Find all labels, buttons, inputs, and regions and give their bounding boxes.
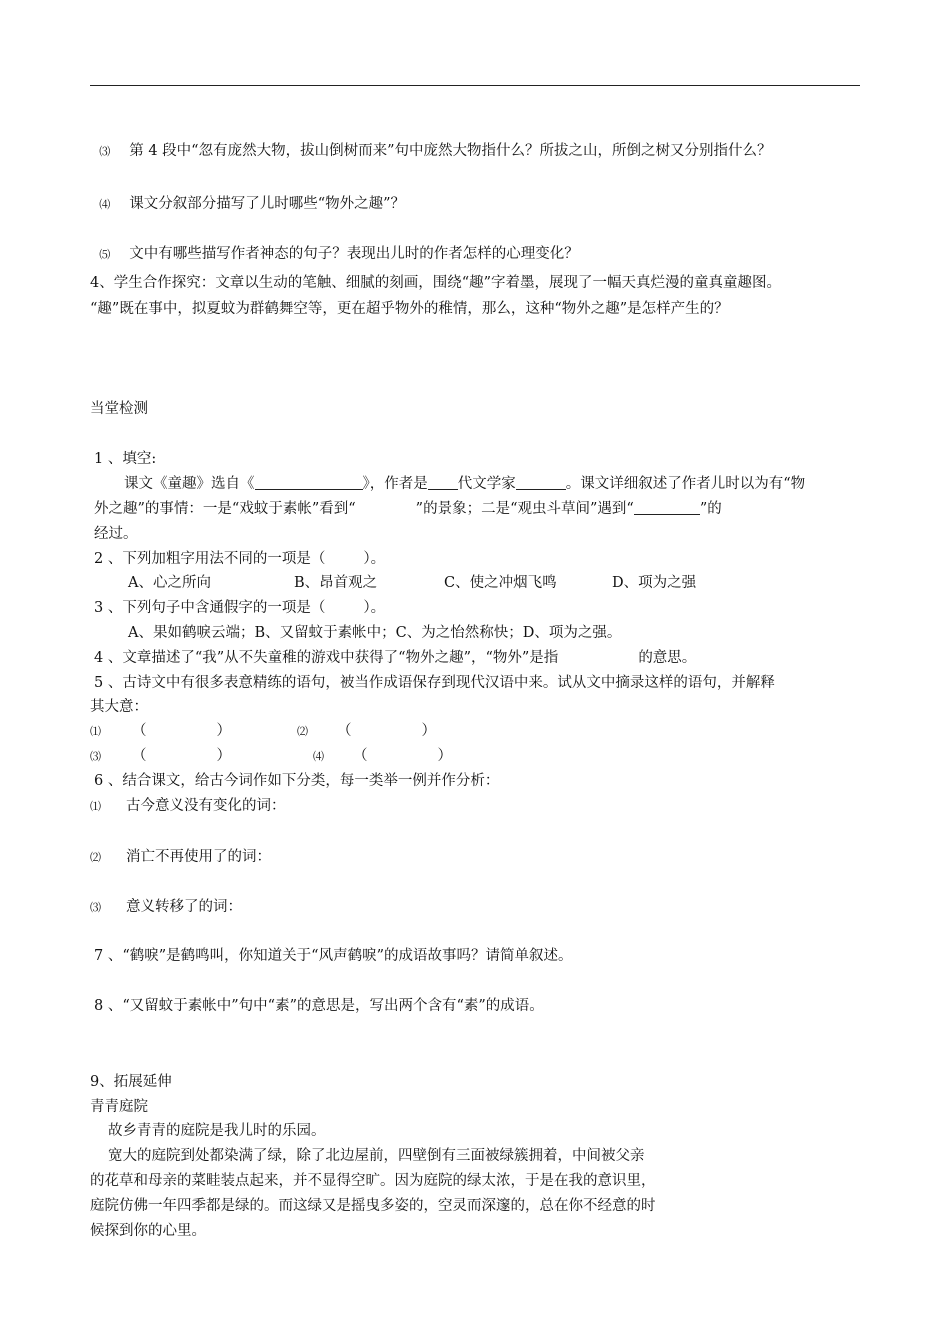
passage-line: 庭院仿佛一年四季都是绿的。而这绿又是摇曳多姿的，空灵而深邃的，总在你不经意的时 xyxy=(90,1198,656,1214)
check-q5-answer-row-2 xyxy=(90,746,452,767)
item-number: ⑴ xyxy=(90,800,101,813)
check-q5-line2: 其大意： xyxy=(90,699,148,715)
question-number: ⑸ xyxy=(99,248,111,261)
paren-close: ） xyxy=(421,723,436,739)
paren-open: （ xyxy=(132,723,147,739)
item-number: ⑵ xyxy=(90,851,101,864)
text-segment: ）。 xyxy=(363,600,386,616)
check-q8: 8 、“又留蚊于素帐中”句中“素”的意思是，写出两个含有“素”的成语。 xyxy=(94,998,544,1014)
passage-paragraph-1: 故乡青青的庭院是我儿时的乐园。 xyxy=(108,1123,326,1139)
check-q6-title: 6 、结合课文，给古今词作如下分类，每一类举一例并作分析： xyxy=(94,773,500,789)
option-c[interactable]: C、使之冲烟飞鸣 xyxy=(444,575,557,591)
paren-close: ） xyxy=(437,748,452,764)
passage-line: 宽大的庭院到处都染满了绿，除了北边屋前，四壁倒有三面被绿簇拥着，中间被父亲 xyxy=(108,1148,645,1164)
check-q4 xyxy=(94,648,696,668)
check-q1-line1 xyxy=(124,474,805,494)
check-q5-answer-row-1 xyxy=(90,721,436,742)
explore-line-1: 4、学生合作探究：文章以生动的笔触、细腻的刻画，围绕“趣”字着墨，展现了一幅天真烂漫的童真童趣图。 xyxy=(90,275,782,291)
text-segment: ）。 xyxy=(363,551,386,567)
text-segment: 代文学家 xyxy=(457,476,516,492)
passage-title: 青青庭院 xyxy=(90,1099,148,1115)
item-text: 消亡不再使用了的词： xyxy=(126,849,271,865)
check-q3-options: A、果如鹤唳云端；B、又留蚊于素帐中；C、为之怡然称快；D、项为之强。 xyxy=(128,625,622,641)
question-text: 文中有哪些描写作者神态的句子？表现出儿时的作者怎样的心理变化？ xyxy=(129,246,579,262)
check-q1-line2 xyxy=(94,499,722,519)
fill-blank[interactable] xyxy=(428,475,458,490)
header-rule xyxy=(90,85,860,86)
option-a[interactable]: A、心之所向 xyxy=(128,575,211,591)
passage-line: 的花草和母亲的菜畦装点起来，并不显得空旷。因为庭院的绿太浓，于是在我的意识里， xyxy=(90,1173,656,1189)
check-q6-item-2 xyxy=(90,847,271,868)
answer-mark: ⑴ xyxy=(90,725,101,738)
fill-blank[interactable] xyxy=(634,500,700,515)
text-segment: 4 、文章描述了“我”从不失童稚的游戏中获得了“物外之趣”，“物外”是指 xyxy=(94,650,559,666)
fill-blank[interactable] xyxy=(255,475,363,490)
passage-line: 候探到你的心里。 xyxy=(90,1223,206,1239)
paren-open: （ xyxy=(353,748,368,764)
item-text: 古今意义没有变化的词： xyxy=(126,798,286,814)
paren-open: （ xyxy=(337,723,352,739)
section-heading-check: 当堂检测 xyxy=(90,401,148,417)
answer-mark: ⑵ xyxy=(297,725,308,738)
text-segment: ”的景象；二是“观虫斗草间”遇到“ xyxy=(415,501,634,517)
text-segment: 的意思。 xyxy=(638,650,697,666)
answer-mark: ⑶ xyxy=(90,750,101,763)
text-segment: 外之趣”的事情：一是“戏蚊于素帐”看到“ xyxy=(94,501,356,517)
fill-blank[interactable] xyxy=(516,475,566,490)
text-segment: 》，作者是 xyxy=(362,476,428,492)
explore-line-2: “趣”既在事中，拟夏蚊为群鹤舞空等，更在超乎物外的稚情，那么，这种“物外之趣”是怎样产生的？ xyxy=(90,301,729,317)
text-segment: 课文《童趣》选自《 xyxy=(124,476,255,492)
text-segment: ”的 xyxy=(699,501,722,517)
question-3 xyxy=(90,121,771,162)
item-number: ⑶ xyxy=(90,901,101,914)
text-segment: 。课文详细叙述了作者儿时以为有“物 xyxy=(565,476,806,492)
question-text: 课文分叙部分描写了儿时哪些“物外之趣”？ xyxy=(129,196,406,212)
check-q1-title: 1 、填空: xyxy=(94,451,157,467)
check-q6-item-1 xyxy=(90,796,286,817)
check-q2-options xyxy=(128,573,696,593)
check-q2-title xyxy=(94,549,385,569)
extension-heading: 9、拓展延伸 xyxy=(90,1074,172,1090)
paren-close: ） xyxy=(216,748,231,764)
question-5 xyxy=(90,224,579,265)
check-q1-line3: 经过。 xyxy=(94,526,138,542)
question-number: ⑶ xyxy=(99,145,111,158)
check-q5-line1: 5 、古诗文中有很多表意精练的语句，被当作成语保存到现代汉语中来。试从文中摘录这样的语句，并解释 xyxy=(94,675,775,691)
check-q3-title xyxy=(94,598,385,618)
text-segment: 3 、下列句子中含通假字的一项是（ xyxy=(94,600,326,616)
option-d[interactable]: D、项为之强 xyxy=(612,575,697,591)
check-q6-item-3 xyxy=(90,897,242,918)
answer-mark: ⑷ xyxy=(313,750,324,763)
text-segment: 2 、下列加粗字用法不同的一项是（ xyxy=(94,551,326,567)
option-b[interactable]: B、昂首观之 xyxy=(294,575,378,591)
paren-close: ） xyxy=(216,723,231,739)
question-4 xyxy=(90,174,405,215)
question-text: 第 4 段中“忽有庞然大物，拔山倒树而来”句中庞然大物指什么？所拔之山，所倒之树又分别指什么？ xyxy=(129,143,772,159)
check-q7: 7 、“鹤唳”是鹤鸣叫，你知道关于“风声鹤唳”的成语故事吗？请简单叙述。 xyxy=(94,948,573,964)
question-number: ⑷ xyxy=(99,198,111,211)
item-text: 意义转移了的词： xyxy=(126,899,242,915)
paren-open: （ xyxy=(132,748,147,764)
